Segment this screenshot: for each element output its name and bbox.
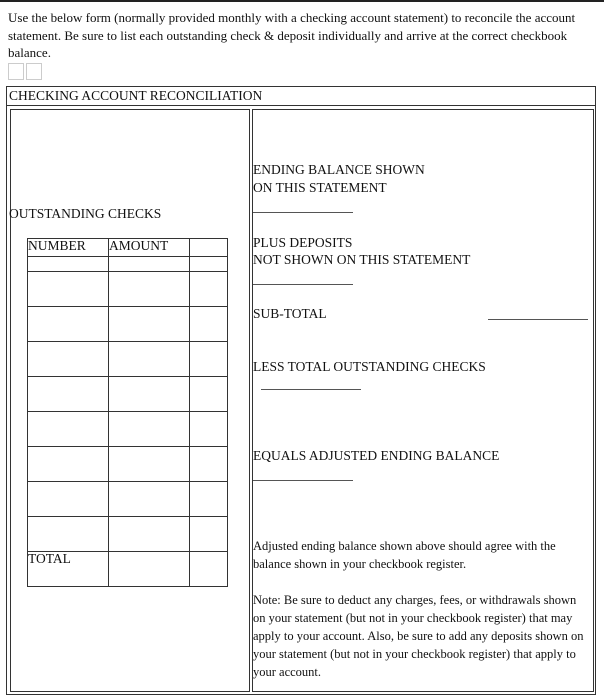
subtotal-field[interactable] [488, 319, 588, 320]
cents-cell[interactable] [190, 517, 228, 552]
agreement-note: Adjusted ending balance shown above should agree with the balance shown in your checkbook register. [253, 539, 556, 571]
top-rule [0, 0, 604, 2]
amount-cell[interactable] [109, 447, 190, 482]
number-cell[interactable] [28, 482, 109, 517]
amount-cell[interactable] [109, 272, 190, 307]
amount-cell[interactable] [109, 307, 190, 342]
table-row [28, 517, 228, 552]
column-header-number: NUMBER [28, 239, 109, 257]
table-row [28, 342, 228, 377]
cents-cell[interactable] [190, 377, 228, 412]
number-cell[interactable] [28, 307, 109, 342]
number-cell[interactable] [28, 517, 109, 552]
total-amount-cell[interactable] [109, 552, 190, 587]
number-cell[interactable] [28, 342, 109, 377]
cents-cell[interactable] [190, 412, 228, 447]
outstanding-checks-heading: OUTSTANDING CHECKS [9, 206, 162, 221]
form-title: CHECKING ACCOUNT RECONCILIATION [7, 87, 595, 106]
amount-cell[interactable] [109, 517, 190, 552]
empty-box-right [26, 63, 42, 80]
plus-deposits-label-2: NOT SHOWN ON THIS STATEMENT [253, 252, 471, 267]
deduction-note: Note: Be sure to deduct any charges, fees, or withdrawals shown on your statement (but not in your checkbook register) that may apply to your account. Also, be sure to add any deposits shown on your statement (but not in your checkbook register) that apply to your account. [253, 593, 584, 679]
column-header-cents [190, 239, 228, 257]
amount-cell[interactable] [109, 342, 190, 377]
empty-box-left [8, 63, 24, 80]
ending-balance-field[interactable] [253, 212, 353, 213]
table-row [28, 377, 228, 412]
less-outstanding-field[interactable] [261, 389, 361, 390]
number-cell[interactable] [28, 447, 109, 482]
ending-balance-label-2: ON THIS STATEMENT [253, 180, 387, 195]
plus-deposits-label-1: PLUS DEPOSITS [253, 235, 353, 250]
cents-cell[interactable] [190, 447, 228, 482]
cents-cell[interactable] [190, 342, 228, 377]
reconciliation-form [6, 86, 596, 695]
cents-cell[interactable] [190, 257, 228, 272]
amount-cell[interactable] [109, 482, 190, 517]
total-cents-cell[interactable] [190, 552, 228, 587]
balance-panel [252, 109, 594, 692]
table-row [28, 482, 228, 517]
table-row [28, 307, 228, 342]
total-label: TOTAL [28, 552, 109, 587]
cents-cell[interactable] [190, 272, 228, 307]
amount-cell[interactable] [109, 257, 190, 272]
less-outstanding-label: LESS TOTAL OUTSTANDING CHECKS [253, 359, 486, 374]
adjusted-balance-field[interactable] [253, 480, 353, 481]
adjusted-balance-label: EQUALS ADJUSTED ENDING BALANCE [253, 448, 500, 463]
table-row [28, 272, 228, 307]
number-cell[interactable] [28, 257, 109, 272]
number-cell[interactable] [28, 412, 109, 447]
amount-cell[interactable] [109, 377, 190, 412]
cents-cell[interactable] [190, 482, 228, 517]
amount-cell[interactable] [109, 412, 190, 447]
table-row [28, 447, 228, 482]
table-row [28, 412, 228, 447]
number-cell[interactable] [28, 377, 109, 412]
table-row [28, 257, 228, 272]
plus-deposits-field[interactable] [253, 284, 353, 285]
table-header-row [28, 239, 228, 257]
total-row [28, 552, 228, 587]
instructions-text: Use the below form (normally provided monthly with a checking account statement) to reconcile the account statement. Be sure to list each outstanding check & deposit individually and arrive at the correct checkbook balance. [8, 10, 576, 60]
ending-balance-label-1: ENDING BALANCE SHOWN [253, 162, 425, 177]
column-header-amount: AMOUNT [109, 239, 190, 257]
outstanding-checks-table [27, 238, 228, 587]
number-cell[interactable] [28, 272, 109, 307]
cents-cell[interactable] [190, 307, 228, 342]
subtotal-label: SUB-TOTAL [253, 306, 327, 321]
